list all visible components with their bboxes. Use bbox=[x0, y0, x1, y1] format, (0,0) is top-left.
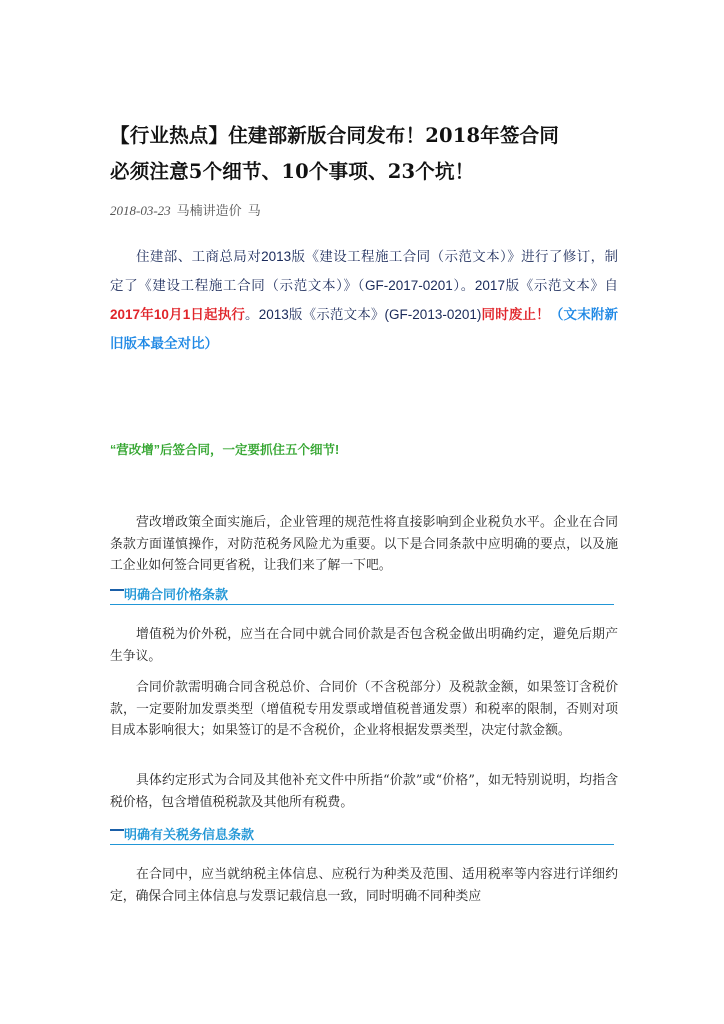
lead-highlight-abolish: 同时废止！ bbox=[481, 307, 550, 322]
article-title bbox=[110, 118, 630, 190]
section-marker-icon bbox=[110, 829, 124, 831]
author-short: 马 bbox=[247, 203, 261, 218]
section-heading-label: 明确有关税务信息条款 bbox=[124, 827, 255, 842]
lead-text-1: 住建部、工商总局对2013版《建设工程施工合同（示范文本）》进行了修订，制定了《建设工程施工合同（示范文本）》（GF-2017-0201）。2017版《示范文本》自 bbox=[110, 249, 618, 293]
section-1-paragraph-1: 增值税为价外税，应当在合同中就合同价款是否包含税金做出明确约定，避免后期产生争议。 bbox=[110, 627, 618, 664]
section-1-paragraph-3: 具体约定形式为合同及其他补充文件中所指“价款”或“价格”，如无特别说明，均指含税价格，包含增值税税款及其他所有税费。 bbox=[110, 773, 618, 810]
section-heading-2 bbox=[110, 826, 614, 845]
section-heading-label: 明确合同价格条款 bbox=[124, 587, 229, 602]
title-line-1: 【行业热点】住建部新版合同发布！2018年签合同 bbox=[110, 124, 560, 147]
lead-paragraph bbox=[110, 242, 618, 358]
section-heading-1 bbox=[110, 586, 614, 605]
title-line-2: 必须注意5个细节、10个事项、23个坑！ bbox=[110, 160, 475, 183]
article-meta bbox=[110, 200, 261, 219]
lead-highlight-compare: （文末附新旧版本最全对比） bbox=[110, 307, 619, 351]
section-1-paragraph-2: 合同价款需明确合同含税总价、合同价（不含税部分）及税款金额，如果签订含税价款，一定要附加发票类型（增值税专用发票或增值税普通发票）和税率的限制，否则对项目成本影响很大；如果签订的是不含税价，企业将根据发票类型，决定付款金额。 bbox=[110, 680, 618, 738]
lead-text-2: 。2013版《示范文本》(GF-2013-0201) bbox=[245, 307, 482, 322]
publish-date: 2018-03-23 bbox=[110, 203, 171, 218]
intro-paragraph: 营改增政策全面实施后，企业管理的规范性将直接影响到企业税负水平。企业在合同条款方面谨慎操作，对防范税务风险尤为重要。以下是合同条款中应明确的要点，以及施工企业如何签合同更省税，让我们来了解一下吧。 bbox=[110, 515, 618, 573]
author-name[interactable]: 马楠讲造价 bbox=[176, 203, 242, 218]
section-2-paragraph-1: 在合同中，应当就纳税主体信息、应税行为种类及范围、适用税率等内容进行详细约定，确保合同主体信息与发票记载信息一致，同时明确不同种类应 bbox=[110, 867, 618, 904]
section-marker-icon bbox=[110, 589, 124, 591]
green-subheading: “营改增”后签合同，一定要抓住五个细节! bbox=[110, 443, 340, 457]
lead-highlight-date: 2017年10月1日起执行 bbox=[110, 307, 246, 322]
